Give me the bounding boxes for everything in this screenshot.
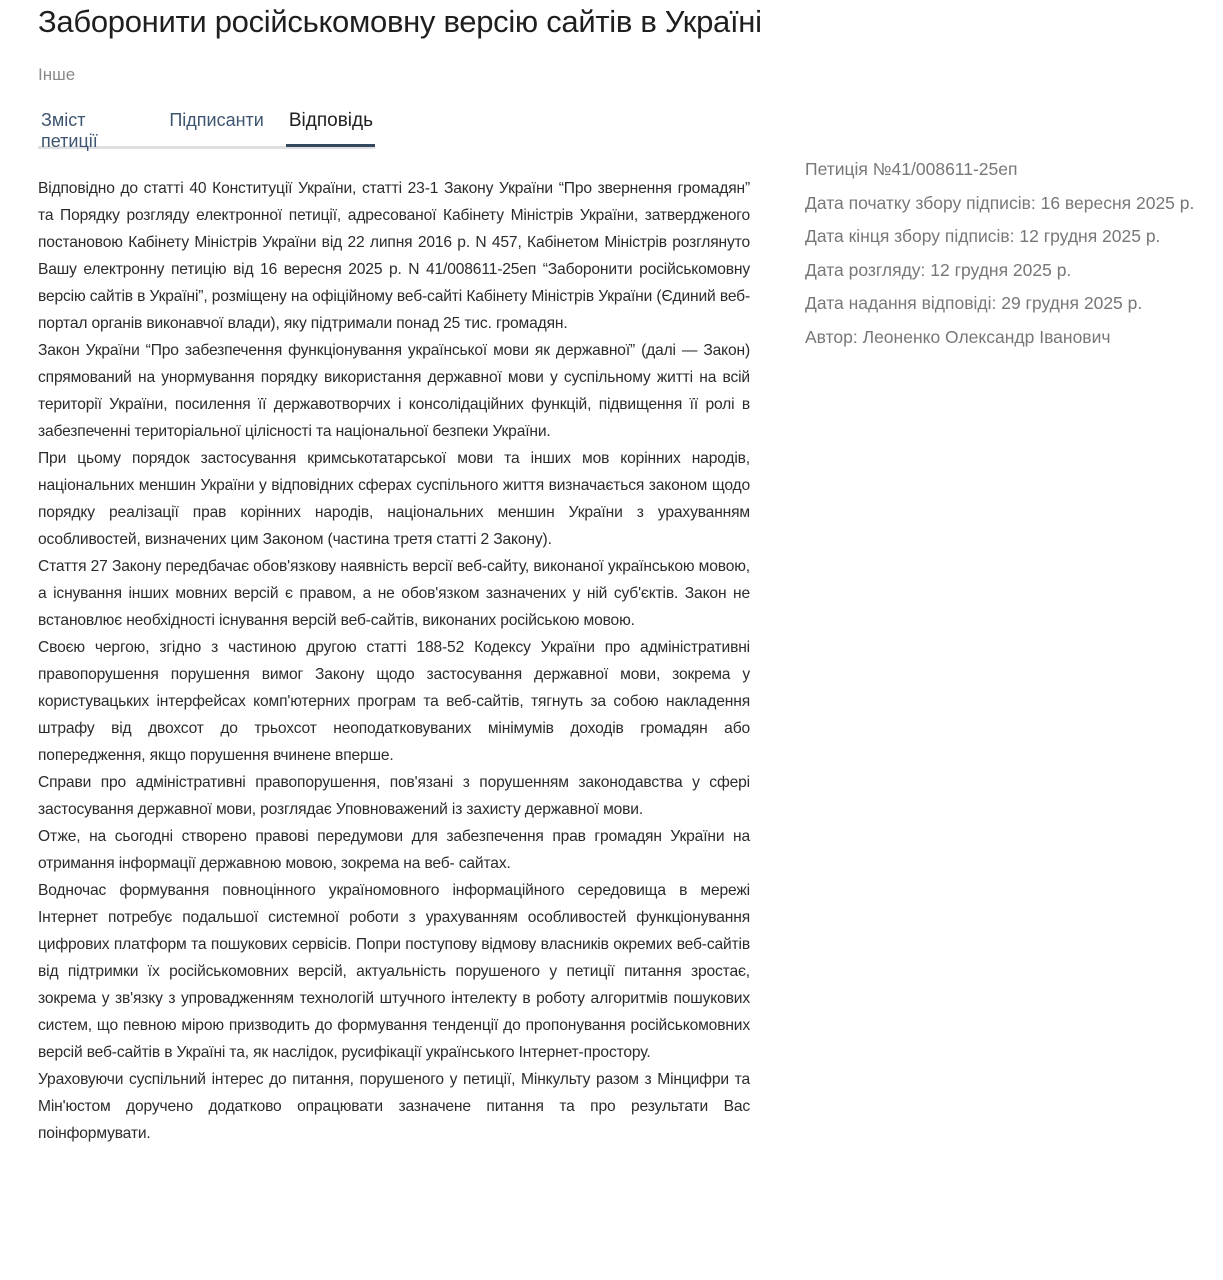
- petition-number: Петиція №41/008611-25еп: [805, 159, 1018, 179]
- answer-paragraph: Водночас формування повноцінного україномовного інформаційного середовища в мережі Інтернет потребує подальшої системної роботи з урахуванням особливостей функціонування цифрових платформ та пошукових сервісів. Попри поступову відмову власників окремих веб-сайтів від підтримки їх російськомовних версій, актуальність порушеного у петиції питання зростає, зокрема у зв'язку з упровадженням технологій штучного інтелекту в роботу алгоритмів пошукових систем, що певною мірою призводить до формування тенденції до пропонування російськомовних версій веб-сайтів в Україні та, як наслідок, русифікації українського Інтернет-простору.: [38, 882, 750, 1061]
- answer-paragraph: Ураховуючи суспільний інтерес до питання, порушеного у петиції, Мінкульту разом з Мінцифри та Мін'юстом доручено додатково опрацювати зазначене питання та про результати Вас поінформувати.: [38, 1071, 750, 1142]
- answer-paragraph: Відповідно до статті 40 Конституції України, статті 23-1 Закону України “Про звернення громадян” та Порядку розгляду електронної петиції, адресованої Кабінету Міністрів України, затвердженого постановою Кабінету Міністрів України від 22 липня 2016 р. N 457, Кабінетом Міністрів розглянуто Вашу електронну петицію від 16 вересня 2025 р. N 41/008611-25еп “Заборонити російськомовну версію сайтів в Україні”, розміщену на офіційному веб-сайті Кабінету Міністрів України (Єдиний веб-портал органів виконавчої влади), яку підтримали понад 25 тис. громадян.: [38, 180, 750, 332]
- answer-paragraph: При цьому порядок застосування кримськотатарської мови та інших мов корінних народів, національних меншин України у відповідних сферах суспільного життя визначається законом щодо порядку реалізації прав корінних народів, національних меншин України з урахуванням особливостей, визначених цим Законом (частина третя статті 2 Закону).: [38, 450, 750, 548]
- answer-paragraph: Своєю чергою, згідно з частиною другою статті 188-52 Кодексу України про адміністративні правопорушення порушення вимог Закону щодо застосування державної мови, зокрема у користувацьких інтерфейсах комп'ютерних програм та веб-сайтів, тягнуть за собою накладення штрафу від двохсот до трьохсот неоподатковуваних мінімумів доходів громадян або попередження, якщо порушення вчинене вперше.: [38, 639, 750, 764]
- review-date: Дата розгляду: 12 грудня 2025 р.: [805, 259, 1072, 280]
- page-title: Заборонити російськомовну версію сайтів в Україні: [38, 4, 762, 39]
- petition-category: Інше: [38, 65, 76, 84]
- start-date: Дата початку збору підписів: 16 вересня 2025 р.: [805, 192, 1195, 213]
- petition-meta: [805, 153, 1194, 354]
- petition-tabs: [38, 108, 375, 149]
- answer-date: Дата надання відповіді: 29 грудня 2025 р.: [805, 293, 1143, 313]
- tab-signers[interactable]: Підписанти: [169, 110, 264, 130]
- answer-paragraph: Закон України “Про забезпечення функціонування української мови як державної” (далі — Закон) спрямований на унормування порядку використання державної мови у суспільному житті на всій території України, посилення її державотворчих і консолідаційних функцій, підвищення її ролі в забезпеченні територіальної цілісності та національної безпеки України.: [38, 342, 750, 440]
- answer-paragraph: Стаття 27 Закону передбачає обов'язкову наявність версії веб-сайту, виконаної українською мовою, а існування інших мовних версій є правом, а не обов'язком зазначених у ній суб'єктів. Закон не встановлює необхідності існування версій веб-сайтів, виконаних російською мовою.: [38, 558, 750, 629]
- answer-paragraph: Справи про адміністративні правопорушення, пов'язані з порушенням законодавства у сфері застосування державної мови, розглядає Уповноважений із захисту державної мови.: [38, 774, 750, 818]
- tab-answer[interactable]: Відповідь: [286, 108, 375, 147]
- answer-text: [38, 175, 750, 1147]
- author: Автор: Леоненко Олександр Іванович: [805, 326, 1111, 347]
- answer-paragraph: Отже, на сьогодні створено правові передумови для забезпечення прав громадян України на отримання інформації державною мовою, зокрема на веб- сайтах.: [38, 828, 750, 872]
- tab-petition-content[interactable]: Зміст петиції: [41, 110, 98, 151]
- end-date: Дата кінця збору підписів: 12 грудня 2025 р.: [805, 226, 1161, 246]
